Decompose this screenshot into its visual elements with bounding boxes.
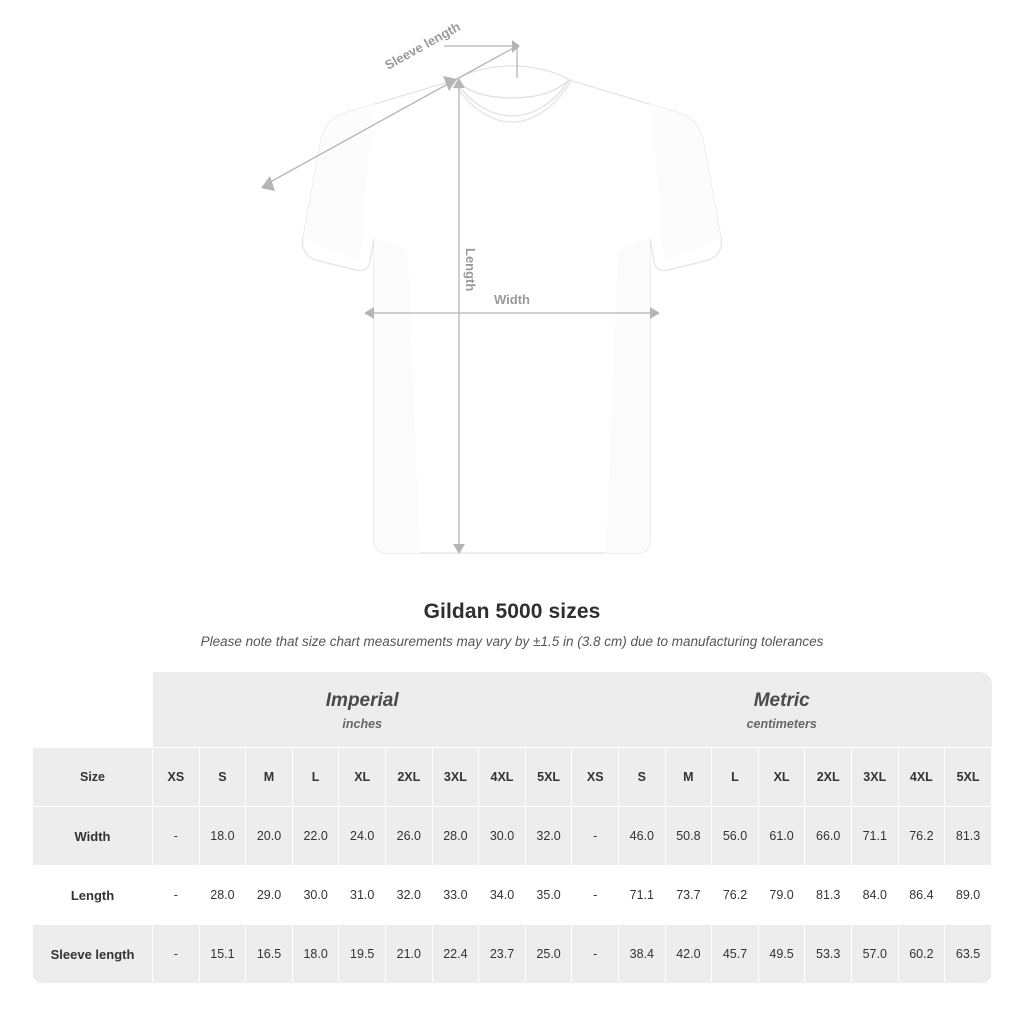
sleeve-imperial-3xl: 22.4: [432, 925, 479, 984]
length-imperial-s: 28.0: [199, 866, 246, 925]
width-imperial-m: 20.0: [246, 807, 293, 866]
size-header-imperial-s: S: [199, 748, 246, 807]
length-imperial-xs: -: [153, 866, 200, 925]
size-header-imperial-2xl: 2XL: [386, 748, 433, 807]
size-header-metric-4xl: 4XL: [898, 748, 945, 807]
length-imperial-l: 30.0: [292, 866, 339, 925]
sleeve-metric-m: 42.0: [665, 925, 712, 984]
length-metric-m: 73.7: [665, 866, 712, 925]
table-row-sleeve-length: [33, 925, 992, 984]
sleeve-imperial-4xl: 23.7: [479, 925, 526, 984]
size-header-imperial-xl: XL: [339, 748, 386, 807]
tshirt-shape: [303, 66, 722, 553]
table-row-width: [33, 807, 992, 866]
sleeve-imperial-5xl: 25.0: [525, 925, 572, 984]
width-metric-5xl: 81.3: [945, 807, 992, 866]
row-label-length: Length: [33, 866, 153, 925]
width-imperial-5xl: 32.0: [525, 807, 572, 866]
size-header-imperial-m: M: [246, 748, 293, 807]
length-metric-xl: 79.0: [758, 866, 805, 925]
size-header-metric-5xl: 5XL: [945, 748, 992, 807]
unit-group-imperial: [153, 672, 572, 748]
sleeve-metric-4xl: 60.2: [898, 925, 945, 984]
width-metric-xs: -: [572, 807, 619, 866]
width-imperial-s: 18.0: [199, 807, 246, 866]
tolerance-note: Please note that size chart measurements may vary by ±1.5 in (3.8 cm) due to manufacturing tolerances: [200, 634, 824, 649]
length-imperial-m: 29.0: [246, 866, 293, 925]
size-header-metric-xs: XS: [572, 748, 619, 807]
unit-group-row: [33, 672, 992, 748]
sleeve-metric-3xl: 57.0: [851, 925, 898, 984]
unit-group-metric: [572, 672, 992, 748]
size-header-imperial-3xl: 3XL: [432, 748, 479, 807]
length-metric-5xl: 89.0: [945, 866, 992, 925]
unit-group-imperial-name: Imperial: [325, 690, 399, 711]
width-label: Width: [494, 292, 530, 307]
sleeve-metric-s: 38.4: [619, 925, 666, 984]
sleeve-metric-2xl: 53.3: [805, 925, 852, 984]
size-header-metric-s: S: [619, 748, 666, 807]
size-header-imperial-4xl: 4XL: [479, 748, 526, 807]
length-label: Length: [463, 248, 478, 292]
page-title: Gildan 5000 sizes: [423, 600, 601, 623]
size-header-metric-xl: XL: [758, 748, 805, 807]
length-imperial-5xl: 35.0: [525, 866, 572, 925]
size-header-label: Size: [33, 748, 153, 807]
size-header-metric-m: M: [665, 748, 712, 807]
table-row-length: [33, 866, 992, 925]
sleeve-imperial-xl: 19.5: [339, 925, 386, 984]
sleeve-imperial-xs: -: [153, 925, 200, 984]
width-metric-2xl: 66.0: [805, 807, 852, 866]
width-metric-xl: 61.0: [758, 807, 805, 866]
size-table: [32, 672, 992, 984]
unit-group-metric-name: Metric: [753, 690, 810, 711]
width-metric-s: 46.0: [619, 807, 666, 866]
unit-group-imperial-sub: inches: [342, 717, 383, 731]
size-header-imperial-xs: XS: [153, 748, 200, 807]
sleeve-metric-xs: -: [572, 925, 619, 984]
width-metric-4xl: 76.2: [898, 807, 945, 866]
length-imperial-4xl: 34.0: [479, 866, 526, 925]
length-metric-s: 71.1: [619, 866, 666, 925]
length-imperial-3xl: 33.0: [432, 866, 479, 925]
sleeve-length-label: Sleeve length: [382, 18, 463, 73]
length-metric-2xl: 81.3: [805, 866, 852, 925]
size-header-metric-3xl: 3XL: [851, 748, 898, 807]
length-metric-xs: -: [572, 866, 619, 925]
length-metric-l: 76.2: [712, 866, 759, 925]
size-header-metric-2xl: 2XL: [805, 748, 852, 807]
row-label-width: Width: [33, 807, 153, 866]
width-metric-l: 56.0: [712, 807, 759, 866]
size-header-row: [33, 748, 992, 807]
width-imperial-xs: -: [153, 807, 200, 866]
width-metric-3xl: 71.1: [851, 807, 898, 866]
title-block: [0, 600, 1024, 649]
width-imperial-3xl: 28.0: [432, 807, 479, 866]
width-imperial-l: 22.0: [292, 807, 339, 866]
sleeve-metric-5xl: 63.5: [945, 925, 992, 984]
sleeve-imperial-l: 18.0: [292, 925, 339, 984]
length-metric-3xl: 84.0: [851, 866, 898, 925]
size-header-imperial-5xl: 5XL: [525, 748, 572, 807]
table-corner: [33, 672, 153, 748]
size-table-container: [32, 672, 992, 984]
size-header-imperial-l: L: [292, 748, 339, 807]
size-header-metric-l: L: [712, 748, 759, 807]
sleeve-imperial-2xl: 21.0: [386, 925, 433, 984]
width-imperial-4xl: 30.0: [479, 807, 526, 866]
unit-group-metric-sub: centimeters: [746, 717, 817, 731]
width-imperial-2xl: 26.0: [386, 807, 433, 866]
sleeve-imperial-m: 16.5: [246, 925, 293, 984]
length-imperial-xl: 31.0: [339, 866, 386, 925]
length-metric-4xl: 86.4: [898, 866, 945, 925]
width-imperial-xl: 24.0: [339, 807, 386, 866]
sleeve-metric-l: 45.7: [712, 925, 759, 984]
sleeve-metric-xl: 49.5: [758, 925, 805, 984]
width-metric-m: 50.8: [665, 807, 712, 866]
row-label-sleeve-length: Sleeve length: [33, 925, 153, 984]
sleeve-imperial-s: 15.1: [199, 925, 246, 984]
length-imperial-2xl: 32.0: [386, 866, 433, 925]
